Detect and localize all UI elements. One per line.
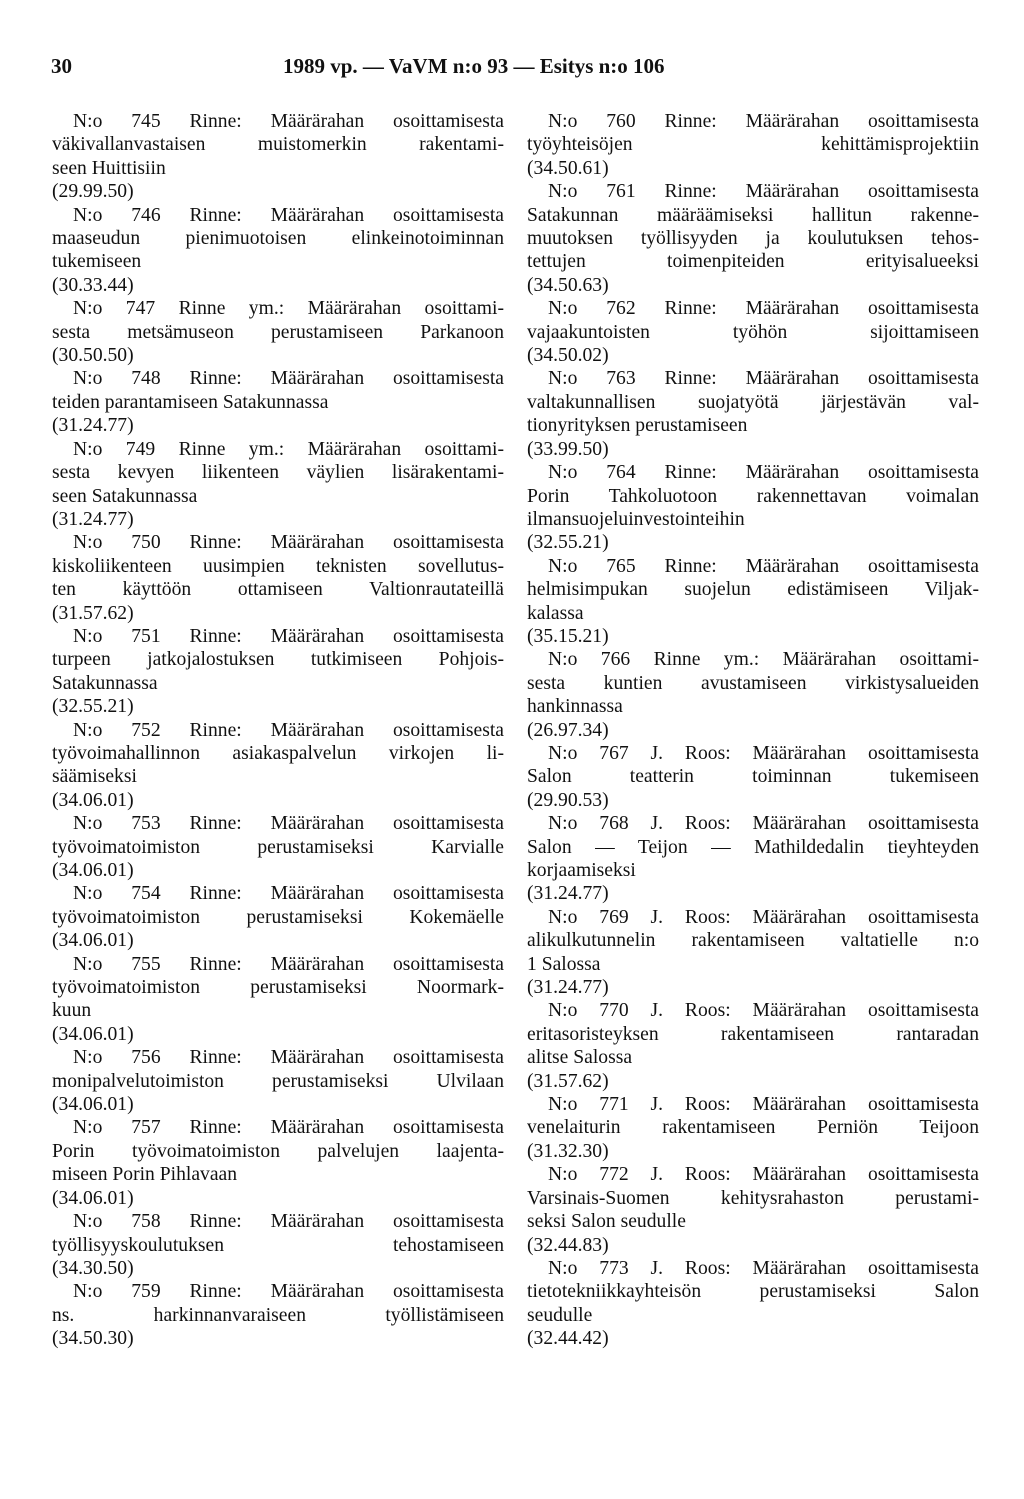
entry-line: työllisyyskoulutuksen tehostamiseen: [52, 1234, 504, 1256]
entry-line: kalassa: [527, 602, 584, 624]
entry: [52, 297, 504, 367]
entry: [52, 204, 504, 298]
entry-line: sesta metsämuseon perustamiseen Parkanoon: [52, 321, 504, 343]
entry-line: miseen Porin Pihlavaan: [52, 1164, 238, 1186]
entry-line: N:o 763 Rinne: Määrärahan osoittamisesta: [548, 368, 979, 390]
entry-line: N:o 747 Rinne ym.: Määrärahan osoittami-: [73, 298, 504, 320]
entry-line: N:o 773 J. Roos: Määrärahan osoittamisesta: [548, 1257, 979, 1279]
running-head: 1989 vp. — VaVM n:o 93 — Esitys n:o 106: [283, 54, 665, 78]
entry-line: N:o 757 Rinne: Määrärahan osoittamisesta: [73, 1117, 504, 1139]
entry-reference: (32.44.83): [527, 1234, 609, 1256]
entry-line: alikulkutunnelin rakentamiseen valtatielle n:o: [527, 930, 979, 952]
entry-line: muutoksen työllisyyden ja koulutuksen tehos-: [527, 228, 979, 250]
entry: [52, 1280, 504, 1350]
entry-reference: (30.50.50): [52, 345, 134, 367]
entry-line: kiskoliikenteen uusimpien teknisten sovellutus-: [52, 555, 504, 577]
entry-line: säämiseksi: [52, 766, 137, 788]
left-column: [52, 110, 504, 1351]
entry: [527, 110, 979, 180]
entry: [52, 531, 504, 625]
entry-line: Satakunnan määräämiseksi hallitun rakenne-: [527, 204, 979, 226]
entry: [527, 1163, 979, 1257]
entry-reference: (31.24.77): [52, 508, 134, 530]
entry-reference: (32.44.42): [527, 1328, 609, 1350]
entry-line: Salon teatterin toiminnan tukemiseen: [527, 766, 979, 788]
entry-line: hankinnassa: [527, 696, 623, 718]
entry-line: Satakunnassa: [52, 672, 158, 694]
entry: [52, 625, 504, 719]
entry-line: seudulle: [527, 1304, 593, 1326]
entry-line: ilmansuojeluinvestointeihin: [527, 508, 745, 530]
entry-line: N:o 746 Rinne: Määrärahan osoittamisesta: [73, 204, 504, 226]
entry-line: sesta kuntien avustamiseen virkistysalueiden: [527, 672, 979, 694]
entry: [52, 1116, 504, 1210]
entry: [527, 297, 979, 367]
entry-line: N:o 764 Rinne: Määrärahan osoittamisesta: [548, 462, 979, 484]
entry-reference: (34.50.63): [527, 274, 609, 296]
entry: [527, 1093, 979, 1163]
entry-reference: (34.06.01): [52, 1023, 134, 1045]
entry-reference: (32.55.21): [527, 532, 609, 554]
entry-reference: (34.06.01): [52, 1094, 134, 1116]
entry-reference: (34.50.02): [527, 345, 609, 367]
entry-line: N:o 751 Rinne: Määrärahan osoittamisesta: [73, 625, 504, 647]
entry-reference: (31.24.77): [52, 415, 134, 437]
entry: [527, 555, 979, 649]
entry-line: seen Satakunnassa: [52, 485, 198, 507]
entry-line: 1 Salossa: [527, 953, 601, 975]
entry: [52, 438, 504, 532]
entry-line: teiden parantamiseen Satakunnassa: [52, 391, 329, 413]
entry-reference: (26.97.34): [527, 719, 609, 741]
entry: [52, 110, 504, 204]
entry: [527, 999, 979, 1093]
entry-line: Salon — Teijon — Mathildedalin tieyhteyden: [527, 836, 979, 858]
entry: [527, 812, 979, 906]
entry-reference: (34.06.01): [52, 930, 134, 952]
entry-line: N:o 772 J. Roos: Määrärahan osoittamisesta: [548, 1164, 979, 1186]
entry-line: alitse Salossa: [527, 1047, 633, 1069]
entry-reference: (34.06.01): [52, 860, 134, 881]
entry-line: korjaamiseksi: [527, 860, 636, 881]
entry-line: N:o 759 Rinne: Määrärahan osoittamisesta: [73, 1281, 504, 1303]
entry-reference: (31.24.77): [527, 977, 609, 999]
entry-line: työvoimatoimiston perustamiseksi Kokemäelle: [52, 906, 504, 928]
entry-line: tettujen toimenpiteiden erityisalueeksi: [527, 251, 979, 273]
entry-line: työvoimatoimiston perustamiseksi Noormark-: [52, 977, 504, 999]
entry-line: N:o 770 J. Roos: Määrärahan osoittamisesta: [548, 1000, 979, 1022]
entry: [527, 180, 979, 297]
entry-line: vajaakuntoisten työhön sijoittamiseen: [527, 321, 979, 343]
entry-line: N:o 750 Rinne: Määrärahan osoittamisesta: [73, 532, 504, 554]
entry-line: N:o 765 Rinne: Määrärahan osoittamisesta: [548, 555, 979, 577]
right-column: [527, 110, 979, 1351]
entry-line: N:o 761 Rinne: Määrärahan osoittamisesta: [548, 181, 979, 203]
entry-reference: (30.33.44): [52, 274, 134, 296]
entry: [52, 719, 504, 813]
entry-line: N:o 749 Rinne ym.: Määrärahan osoittami-: [73, 438, 504, 460]
entry-line: venelaiturin rakentamiseen Perniön Teijoon: [527, 1117, 979, 1139]
entry-line: kuun: [52, 1000, 92, 1022]
entry-reference: (29.99.50): [52, 181, 134, 203]
entry-line: eritasoristeyksen rakentamiseen rantaradan: [527, 1023, 979, 1045]
entry-line: työyhteisöjen kehittämisprojektiin: [527, 134, 979, 156]
entry-reference: (34.06.01): [52, 1187, 134, 1209]
entry: [52, 1210, 504, 1280]
entry-line: seksi Salon seudulle: [527, 1211, 686, 1233]
entry-reference: (35.15.21): [527, 625, 609, 647]
entry-line: N:o 758 Rinne: Määrärahan osoittamisesta: [73, 1211, 504, 1233]
entry: [527, 906, 979, 1000]
entry-line: N:o 771 J. Roos: Määrärahan osoittamisesta: [548, 1094, 979, 1116]
entry-line: N:o 745 Rinne: Määrärahan osoittamisesta: [73, 111, 504, 132]
entry: [527, 1257, 979, 1351]
entry-reference: (31.57.62): [52, 602, 134, 624]
entry: [52, 882, 504, 952]
entry-line: N:o 748 Rinne: Määrärahan osoittamisesta: [73, 368, 504, 390]
entry-line: N:o 762 Rinne: Määrärahan osoittamisesta: [548, 298, 979, 320]
entry-line: N:o 756 Rinne: Määrärahan osoittamisesta: [73, 1047, 504, 1069]
entry-line: turpeen jatkojalostuksen tutkimiseen Pohjois-: [52, 649, 504, 671]
entry-line: Varsinais-Suomen kehitysrahaston perustami-: [527, 1187, 979, 1209]
entry-line: tukemiseen: [52, 251, 142, 273]
entry-reference: (34.06.01): [52, 789, 134, 811]
entry-line: Porin työvoimatoimiston palvelujen laajenta-: [52, 1140, 504, 1162]
entry-line: valtakunnallisen suojatyötä järjestävän val-: [527, 391, 979, 413]
entry-line: N:o 766 Rinne ym.: Määrärahan osoittami-: [548, 649, 979, 671]
entry-line: työvoimatoimiston perustamiseksi Karvialle: [52, 836, 504, 858]
entry-reference: (33.99.50): [527, 438, 609, 460]
entry-reference: (29.90.53): [527, 789, 609, 811]
entry-line: Porin Tahkoluotoon rakennettavan voimalan: [527, 485, 979, 507]
entry-line: N:o 755 Rinne: Määrärahan osoittamisesta: [73, 953, 504, 975]
entry-reference: (31.24.77): [527, 883, 609, 905]
entry-reference: (31.57.62): [527, 1070, 609, 1092]
entry-line: N:o 760 Rinne: Määrärahan osoittamisesta: [548, 111, 979, 132]
entry-line: N:o 768 J. Roos: Määrärahan osoittamisesta: [548, 813, 979, 835]
entry-line: helmisimpukan suojelun edistämiseen Viljak-: [527, 579, 979, 601]
entry-line: ns. harkinnanvaraiseen työllistämiseen: [52, 1304, 504, 1326]
entry: [527, 367, 979, 461]
entry-reference: (34.50.61): [527, 157, 609, 179]
entry-line: ten käyttöön ottamiseen Valtionrautateillä: [52, 579, 504, 601]
entry-line: maaseudun pienimuotoisen elinkeinotoiminnan: [52, 228, 504, 250]
page-number: 30: [51, 54, 72, 78]
entry-reference: (31.32.30): [527, 1140, 609, 1162]
entry: [527, 742, 979, 812]
entry-line: monipalvelutoimiston perustamiseksi Ulvilaan: [52, 1070, 504, 1092]
entry: [527, 461, 979, 555]
entry-line: tionyrityksen perustamiseen: [527, 415, 748, 437]
entry: [52, 812, 504, 882]
entry-line: N:o 752 Rinne: Määrärahan osoittamisesta: [73, 719, 504, 741]
entry: [52, 367, 504, 437]
entry: [52, 1046, 504, 1116]
entry-line: väkivallanvastaisen muistomerkin rakentami-: [52, 134, 504, 156]
entry-line: N:o 767 J. Roos: Määrärahan osoittamisesta: [548, 742, 979, 764]
entry-reference: (32.55.21): [52, 696, 134, 718]
entry-line: sesta kevyen liikenteen väylien lisärakentami-: [52, 462, 504, 484]
entry-line: N:o 754 Rinne: Määrärahan osoittamisesta: [73, 883, 504, 905]
entry-line: N:o 753 Rinne: Määrärahan osoittamisesta: [73, 813, 504, 835]
entry-line: työvoimahallinnon asiakaspalvelun virkojen li-: [52, 742, 504, 764]
entry-line: N:o 769 J. Roos: Määrärahan osoittamisesta: [548, 906, 979, 928]
entry-reference: (34.50.30): [52, 1328, 134, 1350]
entry-reference: (34.30.50): [52, 1257, 134, 1279]
entry-line: seen Huittisiin: [52, 157, 166, 179]
entry: [52, 953, 504, 1047]
entry: [527, 648, 979, 742]
entry-line: tietotekniikkayhteisön perustamiseksi Salon: [527, 1281, 979, 1303]
